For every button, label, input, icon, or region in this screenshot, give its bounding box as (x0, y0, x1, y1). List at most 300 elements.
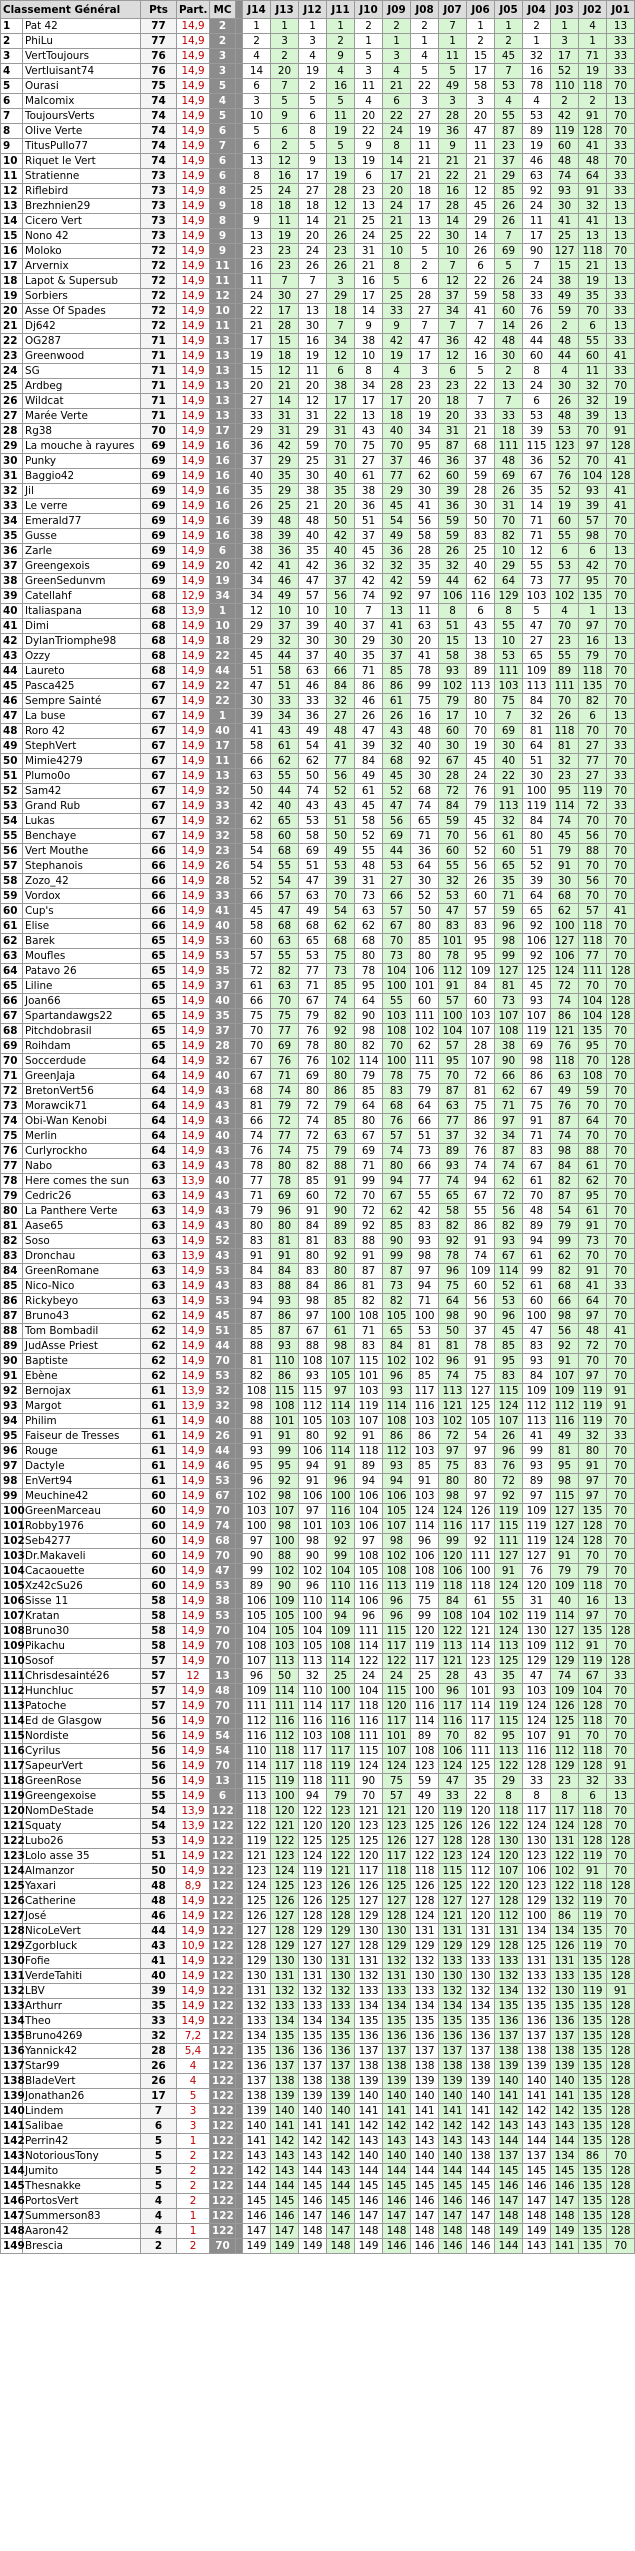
week-rank-cell: 65 (523, 649, 551, 664)
week-rank-cell: 69 (355, 1144, 383, 1159)
week-rank-cell: 33 (607, 1279, 635, 1294)
week-rank-cell: 59 (495, 904, 523, 919)
participation-cell: 14,9 (177, 814, 210, 829)
week-rank-cell: 81 (551, 1444, 579, 1459)
week-rank-cell: 70 (607, 1939, 635, 1954)
week-rank-cell: 17 (243, 334, 271, 349)
week-rank-cell: 140 (355, 2149, 383, 2164)
week-rank-cell: 70 (579, 814, 607, 829)
week-rank-cell: 28 (439, 199, 467, 214)
week-rank-cell: 1 (467, 19, 495, 34)
week-rank-cell: 145 (243, 2194, 271, 2209)
week-rank-cell: 109 (523, 664, 551, 679)
week-rank-cell: 114 (327, 1594, 355, 1609)
week-rank-cell: 101 (271, 1414, 299, 1429)
points-cell: 56 (141, 1774, 177, 1789)
table-row (1, 94, 635, 109)
week-rank-cell: 129 (467, 1939, 495, 1954)
week-rank-cell: 7 (327, 319, 355, 334)
week-rank-cell: 18 (495, 424, 523, 439)
week-rank-cell: 119 (411, 1579, 439, 1594)
rank-cell: 138 (1, 2074, 23, 2089)
week-rank-cell: 93 (243, 1444, 271, 1459)
rank-cell: 85 (1, 1279, 23, 1294)
week-rank-cell: 62 (495, 1174, 523, 1189)
week-rank-cell: 70 (607, 1504, 635, 1519)
week-rank-cell: 49 (551, 289, 579, 304)
week-rank-cell: 147 (327, 2224, 355, 2239)
player-name: Aaron42 (23, 2224, 141, 2239)
rank-cell: 115 (1, 1729, 23, 1744)
mc-cell: 23 (210, 844, 236, 859)
week-rank-cell: 45 (523, 979, 551, 994)
week-rank-cell: 148 (327, 2239, 355, 2254)
mc-cell: 2 (210, 34, 236, 49)
participation-cell: 14,9 (177, 634, 210, 649)
player-name: PortosVert (23, 2194, 141, 2209)
table-row (1, 649, 635, 664)
rank-cell: 144 (1, 2164, 23, 2179)
table-row (1, 169, 635, 184)
week-rank-cell: 122 (271, 1834, 299, 1849)
week-rank-cell: 123 (523, 1879, 551, 1894)
week-rank-cell: 70 (607, 1084, 635, 1099)
week-rank-cell: 22 (467, 379, 495, 394)
column-gap (236, 1159, 243, 1174)
week-rank-cell: 70 (579, 724, 607, 739)
participation-cell: 14,9 (177, 889, 210, 904)
week-rank-cell: 86 (271, 1369, 299, 1384)
week-rank-cell: 119 (579, 1939, 607, 1954)
week-rank-cell: 17 (299, 169, 327, 184)
week-rank-cell: 131 (299, 1969, 327, 1984)
column-gap (236, 79, 243, 94)
week-rank-cell: 140 (271, 2104, 299, 2119)
week-rank-cell: 102 (439, 679, 467, 694)
week-rank-cell: 111 (243, 1699, 271, 1714)
participation-cell: 14,9 (177, 1504, 210, 1519)
week-rank-cell: 51 (327, 814, 355, 829)
week-rank-cell: 97 (579, 1474, 607, 1489)
week-rank-cell: 71 (355, 1324, 383, 1339)
week-rank-cell: 96 (383, 1609, 411, 1624)
rank-cell: 130 (1, 1954, 23, 1969)
week-rank-cell: 30 (467, 499, 495, 514)
player-name: DylanTriomphe98 (23, 634, 141, 649)
column-gap (236, 1519, 243, 1534)
week-rank-cell: 30 (271, 289, 299, 304)
week-rank-cell: 118 (579, 664, 607, 679)
week-rank-cell: 69 (495, 244, 523, 259)
week-rank-cell: 18 (439, 394, 467, 409)
week-rank-cell: 58 (243, 829, 271, 844)
week-rank-cell: 60 (467, 1279, 495, 1294)
week-rank-cell: 131 (411, 1924, 439, 1939)
mc-cell: 17 (210, 424, 236, 439)
week-rank-cell: 118 (355, 1699, 383, 1714)
week-rank-cell: 63 (327, 1129, 355, 1144)
week-rank-cell: 48 (299, 514, 327, 529)
week-rank-cell: 78 (439, 949, 467, 964)
week-rank-cell: 11 (579, 364, 607, 379)
week-rank-cell: 127 (383, 1894, 411, 1909)
rank-cell: 12 (1, 184, 23, 199)
column-gap (236, 1294, 243, 1309)
player-name: Rg38 (23, 424, 141, 439)
week-rank-cell: 32 (439, 559, 467, 574)
week-rank-cell: 80 (327, 1069, 355, 1084)
week-rank-cell: 71 (355, 1159, 383, 1174)
week-rank-cell: 32 (439, 874, 467, 889)
week-rank-cell: 93 (439, 1159, 467, 1174)
week-rank-cell: 26 (523, 319, 551, 334)
mc-cell: 10 (210, 619, 236, 634)
week-rank-cell: 30 (551, 379, 579, 394)
week-rank-cell: 70 (523, 1189, 551, 1204)
week-rank-cell: 119 (439, 1804, 467, 1819)
week-rank-cell: 91 (411, 1474, 439, 1489)
column-gap (236, 1894, 243, 1909)
week-rank-cell: 11 (411, 139, 439, 154)
participation-cell: 14,9 (177, 484, 210, 499)
week-rank-cell: 38 (467, 649, 495, 664)
week-rank-cell: 114 (271, 1684, 299, 1699)
week-rank-cell: 117 (383, 1849, 411, 1864)
week-rank-cell: 125 (439, 1879, 467, 1894)
week-rank-cell: 128 (579, 1759, 607, 1774)
week-rank-cell: 53 (523, 109, 551, 124)
week-rank-cell: 42 (383, 574, 411, 589)
table-row (1, 394, 635, 409)
rank-cell: 83 (1, 1249, 23, 1264)
week-rank-cell: 31 (439, 424, 467, 439)
column-gap (236, 484, 243, 499)
column-gap (236, 2179, 243, 2194)
week-rank-cell: 128 (607, 1999, 635, 2014)
mc-cell: 9 (210, 199, 236, 214)
week-rank-cell: 128 (327, 1909, 355, 1924)
week-rank-cell: 133 (411, 1984, 439, 1999)
week-rank-cell: 66 (495, 1069, 523, 1084)
week-rank-cell: 47 (467, 124, 495, 139)
week-rank-cell: 126 (411, 1879, 439, 1894)
week-rank-cell: 103 (411, 1414, 439, 1429)
table-row (1, 439, 635, 454)
week-rank-cell: 91 (271, 1249, 299, 1264)
table-row (1, 484, 635, 499)
week-rank-cell: 33 (607, 139, 635, 154)
column-gap (236, 1174, 243, 1189)
week-rank-cell: 119 (327, 1759, 355, 1774)
week-rank-cell: 122 (299, 1804, 327, 1819)
week-rank-cell: 70 (607, 1249, 635, 1264)
week-header: J02 (579, 1, 607, 19)
week-rank-cell: 95 (579, 1189, 607, 1204)
week-rank-cell: 23 (551, 634, 579, 649)
week-rank-cell: 132 (327, 1984, 355, 1999)
week-rank-cell: 85 (327, 1294, 355, 1309)
rank-cell: 94 (1, 1414, 23, 1429)
column-gap (236, 754, 243, 769)
table-row (1, 2119, 635, 2134)
week-rank-cell: 65 (523, 904, 551, 919)
week-rank-cell: 83 (243, 1279, 271, 1294)
week-rank-cell: 2 (411, 259, 439, 274)
week-rank-cell: 98 (299, 1294, 327, 1309)
week-rank-cell: 146 (243, 2209, 271, 2224)
week-rank-cell: 94 (299, 1459, 327, 1474)
points-cell: 46 (141, 1909, 177, 1924)
week-rank-cell: 25 (551, 229, 579, 244)
week-rank-cell: 31 (327, 454, 355, 469)
week-rank-cell: 33 (607, 184, 635, 199)
week-rank-cell: 146 (439, 2239, 467, 2254)
week-rank-cell: 70 (383, 1039, 411, 1054)
week-header: J10 (355, 1, 383, 19)
mc-cell: 16 (210, 469, 236, 484)
week-rank-cell: 36 (271, 544, 299, 559)
week-rank-cell: 33 (607, 1774, 635, 1789)
week-rank-cell: 128 (607, 2104, 635, 2119)
week-rank-cell: 24 (467, 769, 495, 784)
week-rank-cell: 115 (439, 1864, 467, 1879)
week-rank-cell: 47 (523, 619, 551, 634)
week-rank-cell: 119 (523, 1609, 551, 1624)
week-rank-cell: 77 (411, 1174, 439, 1189)
table-row (1, 1234, 635, 1249)
points-cell: 5 (141, 2134, 177, 2149)
week-rank-cell: 23 (243, 244, 271, 259)
table-row (1, 214, 635, 229)
week-rank-cell: 17 (383, 169, 411, 184)
week-rank-cell: 130 (523, 1834, 551, 1849)
rank-cell: 119 (1, 1789, 23, 1804)
week-rank-cell: 18 (271, 199, 299, 214)
week-rank-cell: 135 (579, 1924, 607, 1939)
week-rank-cell: 70 (607, 1144, 635, 1159)
week-rank-cell: 35 (271, 469, 299, 484)
mc-cell: 40 (210, 1174, 236, 1189)
participation-cell: 14,9 (177, 1369, 210, 1384)
week-rank-cell: 90 (355, 1009, 383, 1024)
week-rank-cell: 108 (383, 1564, 411, 1579)
rank-cell: 30 (1, 454, 23, 469)
week-rank-cell: 134 (439, 1999, 467, 2014)
week-rank-cell: 4 (299, 49, 327, 64)
week-rank-cell: 118 (243, 1804, 271, 1819)
week-rank-cell: 139 (551, 2059, 579, 2074)
week-rank-cell: 29 (495, 1774, 523, 1789)
week-rank-cell: 48 (579, 154, 607, 169)
week-rank-cell: 72 (579, 799, 607, 814)
week-rank-cell: 140 (327, 2104, 355, 2119)
player-name: Sempre Sainté (23, 694, 141, 709)
week-rank-cell: 130 (523, 1624, 551, 1639)
week-rank-cell: 10 (355, 349, 383, 364)
week-rank-cell: 18 (383, 409, 411, 424)
column-gap (236, 1129, 243, 1144)
week-rank-cell: 89 (355, 1459, 383, 1474)
mc-cell: 122 (210, 1894, 236, 1909)
week-header: J13 (271, 1, 299, 19)
table-row (1, 289, 635, 304)
week-rank-cell: 116 (439, 1519, 467, 1534)
week-rank-cell: 35 (495, 1669, 523, 1684)
column-gap (236, 874, 243, 889)
rank-cell: 124 (1, 1864, 23, 1879)
mc-cell: 67 (210, 1489, 236, 1504)
week-rank-cell: 24 (523, 274, 551, 289)
points-cell: 65 (141, 1039, 177, 1054)
week-rank-cell: 93 (411, 1234, 439, 1249)
week-rank-cell: 41 (523, 1429, 551, 1444)
week-rank-cell: 127 (523, 1549, 551, 1564)
week-rank-cell: 11 (271, 214, 299, 229)
week-rank-cell: 28 (411, 544, 439, 559)
table-row (1, 469, 635, 484)
week-rank-cell: 47 (439, 904, 467, 919)
week-rank-cell: 74 (243, 1129, 271, 1144)
week-rank-cell: 5 (355, 49, 383, 64)
week-rank-cell: 143 (411, 2134, 439, 2149)
player-name: Seb4277 (23, 1534, 141, 1549)
column-gap (236, 724, 243, 739)
week-rank-cell: 53 (495, 79, 523, 94)
points-cell: 71 (141, 379, 177, 394)
rank-cell: 98 (1, 1474, 23, 1489)
week-rank-cell: 67 (523, 469, 551, 484)
column-gap (236, 889, 243, 904)
week-rank-cell: 79 (271, 1099, 299, 1114)
week-rank-cell: 72 (439, 784, 467, 799)
week-rank-cell: 124 (495, 1399, 523, 1414)
week-rank-cell: 140 (523, 2074, 551, 2089)
player-name: Greengexoise (23, 1789, 141, 1804)
week-rank-cell: 118 (551, 724, 579, 739)
rank-cell: 71 (1, 1069, 23, 1084)
week-header: J07 (439, 1, 467, 19)
week-rank-cell: 82 (243, 1369, 271, 1384)
week-rank-cell: 106 (439, 589, 467, 604)
week-rank-cell: 105 (383, 1504, 411, 1519)
week-rank-cell: 63 (411, 619, 439, 634)
week-rank-cell: 27 (243, 394, 271, 409)
week-rank-cell: 37 (467, 1324, 495, 1339)
table-row (1, 2194, 635, 2209)
week-rank-cell: 135 (579, 2239, 607, 2254)
participation-cell: 14,9 (177, 574, 210, 589)
week-rank-cell: 50 (327, 514, 355, 529)
week-rank-cell: 85 (383, 664, 411, 679)
week-rank-cell: 130 (355, 1924, 383, 1939)
player-name: Bruno43 (23, 1309, 141, 1324)
participation-cell: 14,9 (177, 994, 210, 1009)
week-rank-cell: 77 (439, 1114, 467, 1129)
participation-cell: 14,9 (177, 169, 210, 184)
week-rank-cell: 26 (467, 874, 495, 889)
week-rank-cell: 141 (355, 2104, 383, 2119)
table-row (1, 1159, 635, 1174)
week-rank-cell: 6 (579, 709, 607, 724)
rank-cell: 37 (1, 559, 23, 574)
points-cell: 62 (141, 1354, 177, 1369)
week-rank-cell: 49 (551, 1084, 579, 1099)
week-rank-cell: 20 (327, 499, 355, 514)
week-rank-cell: 14 (383, 154, 411, 169)
mc-cell: 16 (210, 499, 236, 514)
week-rank-cell: 98 (299, 1534, 327, 1549)
week-rank-cell: 30 (439, 229, 467, 244)
player-name: Mimie4279 (23, 754, 141, 769)
week-rank-cell: 72 (327, 1189, 355, 1204)
rank-cell: 39 (1, 589, 23, 604)
participation-cell: 14,9 (177, 1294, 210, 1309)
table-row (1, 2089, 635, 2104)
week-rank-cell: 96 (495, 919, 523, 934)
week-rank-cell: 124 (355, 1759, 383, 1774)
week-rank-cell: 35 (243, 484, 271, 499)
points-cell: 64 (141, 1069, 177, 1084)
participation-cell: 12 (177, 1669, 210, 1684)
week-rank-cell: 82 (579, 694, 607, 709)
week-rank-cell: 70 (607, 124, 635, 139)
week-rank-cell: 20 (355, 109, 383, 124)
week-rank-cell: 26 (327, 259, 355, 274)
week-rank-cell: 19 (551, 499, 579, 514)
week-rank-cell: 145 (551, 2164, 579, 2179)
week-rank-cell: 81 (439, 1339, 467, 1354)
week-rank-cell: 128 (607, 2179, 635, 2194)
week-rank-cell: 144 (355, 2164, 383, 2179)
column-gap (236, 859, 243, 874)
week-rank-cell: 70 (607, 1744, 635, 1759)
week-rank-cell: 127 (271, 1909, 299, 1924)
week-rank-cell: 29 (383, 484, 411, 499)
table-row (1, 124, 635, 139)
week-rank-cell: 29 (243, 424, 271, 439)
week-rank-cell: 55 (523, 559, 551, 574)
week-rank-cell: 135 (579, 2164, 607, 2179)
week-rank-cell: 118 (383, 1864, 411, 1879)
week-rank-cell: 137 (411, 2044, 439, 2059)
week-rank-cell: 61 (327, 1324, 355, 1339)
points-cell: 77 (141, 19, 177, 34)
week-rank-cell: 8 (243, 169, 271, 184)
week-rank-cell: 32 (327, 694, 355, 709)
week-rank-cell: 13 (607, 214, 635, 229)
week-rank-cell: 28 (411, 289, 439, 304)
column-gap (236, 1189, 243, 1204)
week-rank-cell: 122 (551, 1849, 579, 1864)
points-cell: 72 (141, 319, 177, 334)
week-rank-cell: 128 (607, 469, 635, 484)
week-rank-cell: 102 (327, 1054, 355, 1069)
week-rank-cell: 9 (355, 139, 383, 154)
participation-cell: 14,9 (177, 184, 210, 199)
week-rank-cell: 109 (551, 1384, 579, 1399)
table-row (1, 544, 635, 559)
week-rank-cell: 103 (411, 1489, 439, 1504)
week-rank-cell: 53 (299, 949, 327, 964)
week-rank-cell: 106 (355, 1519, 383, 1534)
week-rank-cell: 31 (355, 244, 383, 259)
week-rank-cell: 60 (299, 1189, 327, 1204)
mc-cell: 54 (210, 1744, 236, 1759)
week-rank-cell: 33 (607, 169, 635, 184)
week-rank-cell: 84 (355, 754, 383, 769)
table-row (1, 1069, 635, 1084)
week-rank-cell: 40 (383, 424, 411, 439)
